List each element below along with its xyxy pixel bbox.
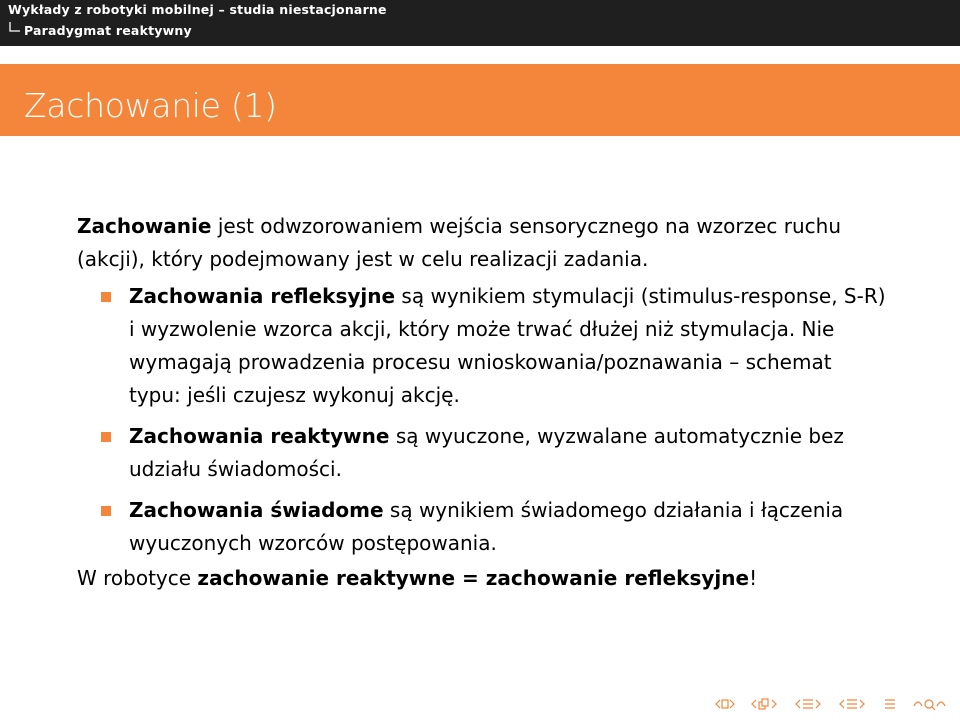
definition-text: jest odwzorowaniem wejścia sensorycznego na wzorzec ruchu (akcji), który podejmowany jest w celu realizacji zadania. [77, 214, 842, 271]
conclusion-bold: zachowanie reaktywne = zachowanie refleksyjne [197, 566, 750, 590]
item-term: Zachowania świadome [129, 498, 384, 522]
nav-search-icon[interactable] [912, 697, 948, 711]
slide-body [77, 210, 887, 595]
conclusion-paragraph [77, 562, 887, 595]
course-title[interactable]: Wykłady z robotyki mobilnej – studia niestacjonarne [8, 2, 387, 17]
list-item [77, 420, 887, 486]
item-text: są wynikiem świadomego działania i łączenia wyuczonych wzorców postępowania. [129, 498, 844, 555]
nav-subsection-icon[interactable] [838, 697, 868, 711]
nav-section-icon[interactable] [794, 697, 824, 711]
bullet-square-icon [101, 506, 111, 516]
behavior-list [77, 280, 887, 560]
item-text: są wynikiem stymulacji (stimulus-response, S-R) i wyzwolenie wzorca akcji, który może trwać dłużej niż stymulacja. Nie wymagają prowadzenia procesu wnioskowania/poznawania – schemat typu: jeśli czujesz wykonuj akcję. [129, 284, 886, 407]
header-bar [0, 0, 960, 46]
frame-title: Zachowanie (1) [24, 86, 277, 125]
nav-first-icon[interactable] [714, 697, 736, 711]
list-item [77, 280, 887, 412]
bullet-square-icon [101, 432, 111, 442]
definition-paragraph [77, 210, 887, 276]
conclusion-suffix: ! [749, 566, 758, 590]
item-term: Zachowania refleksyjne [129, 284, 396, 308]
section-breadcrumb[interactable] [8, 21, 192, 39]
subsection-tree-icon [8, 22, 20, 34]
bullet-square-icon [101, 292, 111, 302]
nav-frame-icon[interactable] [750, 697, 780, 711]
item-text: są wyuczone, wyzwalane automatycznie bez udziału świadomości. [129, 424, 844, 481]
definition-term: Zachowanie [77, 214, 212, 238]
nav-doc-icon[interactable] [882, 697, 898, 711]
section-title: Paradygmat reaktywny [24, 22, 192, 38]
list-item [77, 494, 887, 560]
item-term: Zachowania reaktywne [129, 424, 390, 448]
conclusion-prefix: W robotyce [77, 566, 198, 590]
beamer-navigation [714, 696, 948, 712]
